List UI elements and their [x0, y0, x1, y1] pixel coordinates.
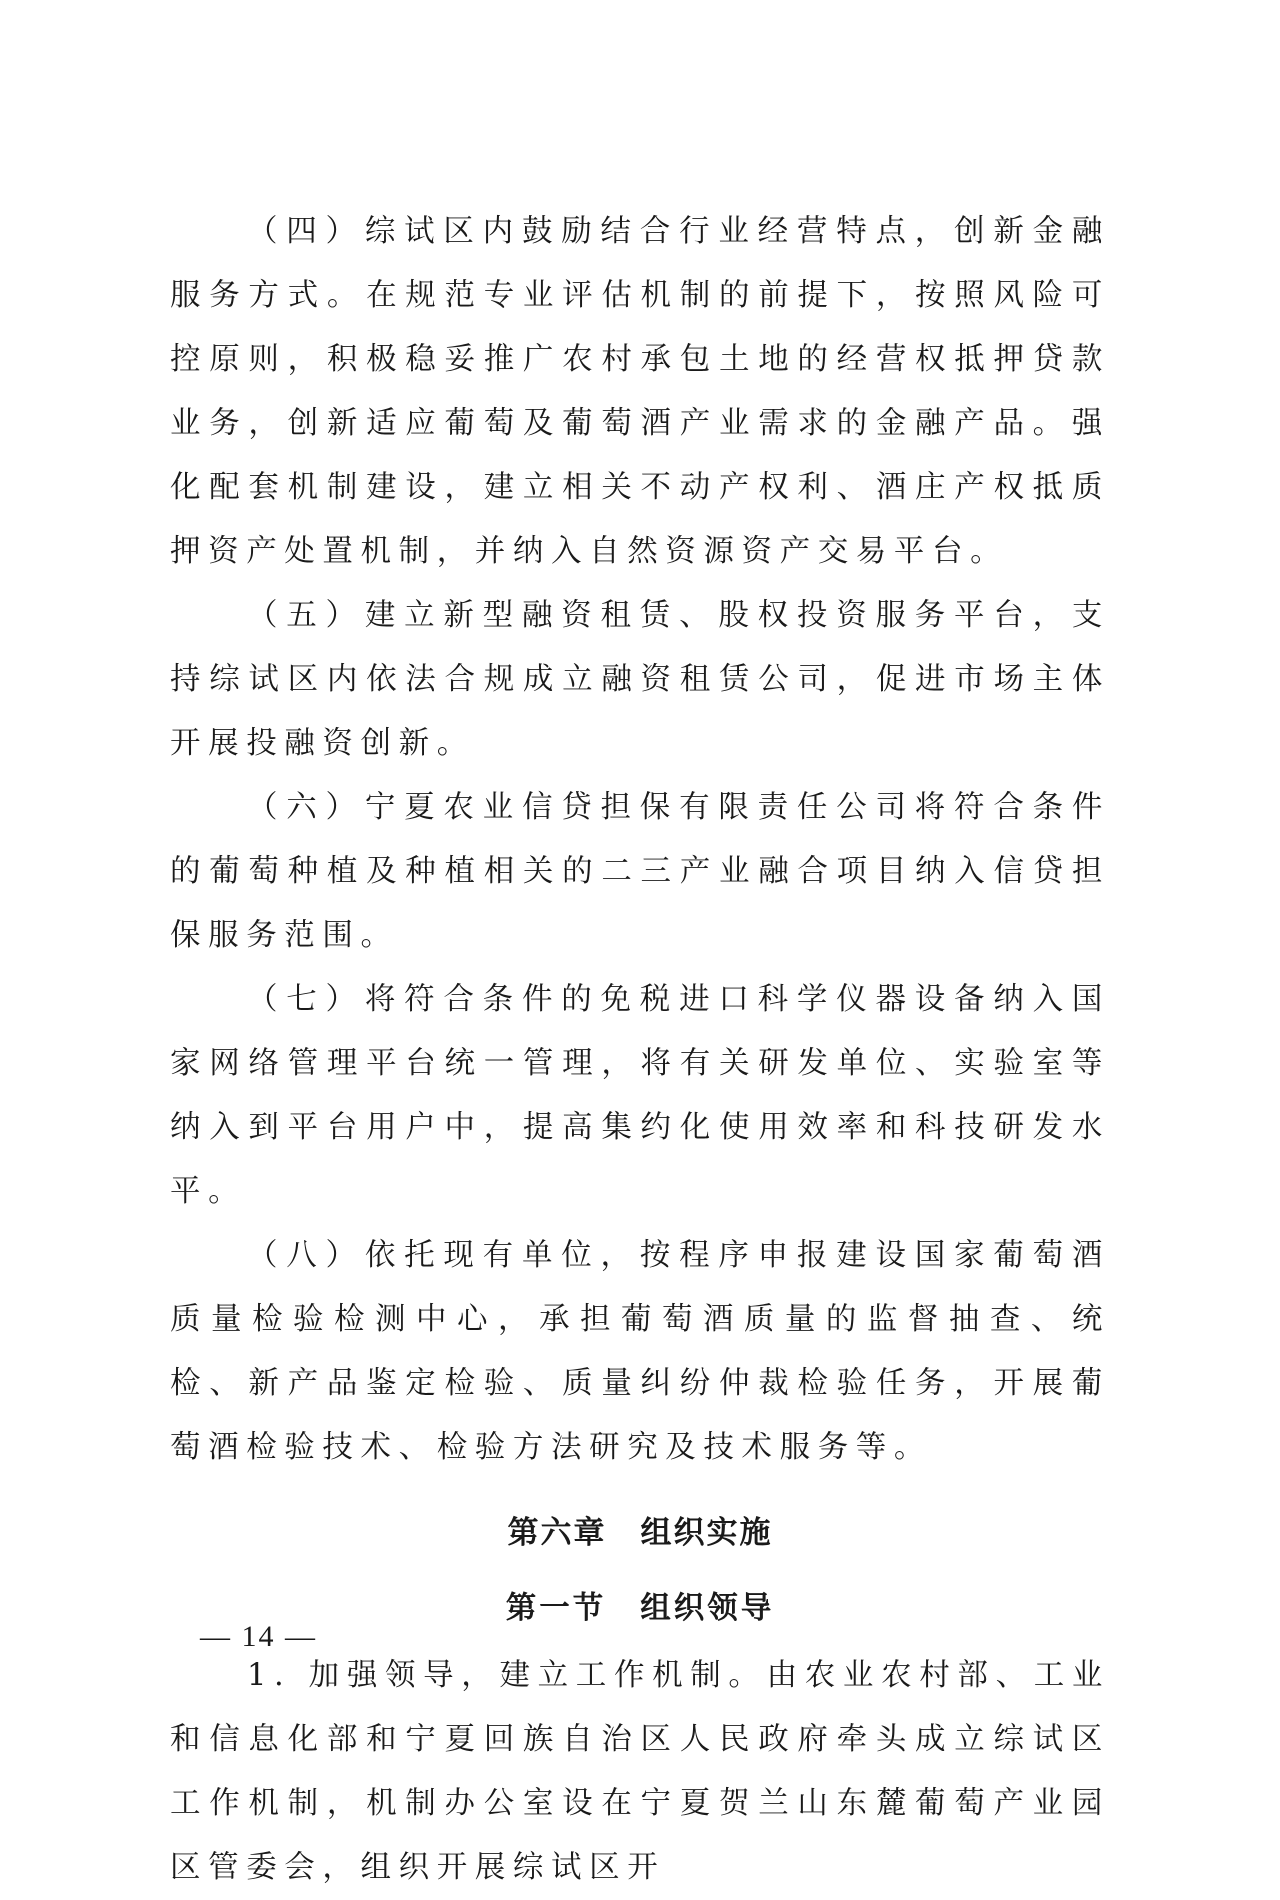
- section-title: 组织领导: [640, 1590, 775, 1626]
- paragraph-seven: （七）将符合条件的免税进口科学仪器设备纳入国家网络管理平台统一管理，将有关研发单位、实验室等纳入到平台用户中，提高集约化使用效率和科技研发水平。: [170, 982, 1110, 1209]
- paragraph-four: （四）综试区内鼓励结合行业经营特点，创新金融服务方式。在规范专业评估机制的前提下，按照风险可控原则，积极稳妥推广农村承包土地的经营权抵押贷款业务，创新适应葡萄及葡萄酒产业需求的金融产品。强化配套机制建设，建立相关不动产权利、酒庄产权抵质押资产处置机制，并纳入自然资源资产交易平台。: [170, 214, 1110, 569]
- paragraph-five: （五）建立新型融资租赁、股权投资服务平台，支持综试区内依法合规成立融资租赁公司，促进市场主体开展投融资创新。: [170, 598, 1110, 761]
- paragraph-eight: （八）依托现有单位，按程序申报建设国家葡萄酒质量检验检测中心，承担葡萄酒质量的监督抽查、统检、新产品鉴定检验、质量纠纷仲裁检验任务，开展葡萄酒检验技术、检验方法研究及技术服务等。: [170, 1238, 1110, 1465]
- paragraph-six: （六）宁夏农业信贷担保有限责任公司将符合条件的葡萄种植及种植相关的二三产业融合项目纳入信贷担保服务范围。: [170, 790, 1110, 953]
- chapter-heading: [170, 1494, 1110, 1572]
- section-number: 第一节: [505, 1590, 607, 1626]
- page-number: — 14 —: [200, 1620, 317, 1653]
- paragraph-item-1: 1. 加强领导，建立工作机制。由农业农村部、工业和信息化部和宁夏回族自治区人民政府牵头成立综试区工作机制，机制办公室设在宁夏贺兰山东麓葡萄产业园区管委会，组织开展综试区开: [170, 1658, 1110, 1885]
- chapter-number: 第六章: [507, 1515, 607, 1551]
- chapter-title: 组织实施: [640, 1515, 773, 1551]
